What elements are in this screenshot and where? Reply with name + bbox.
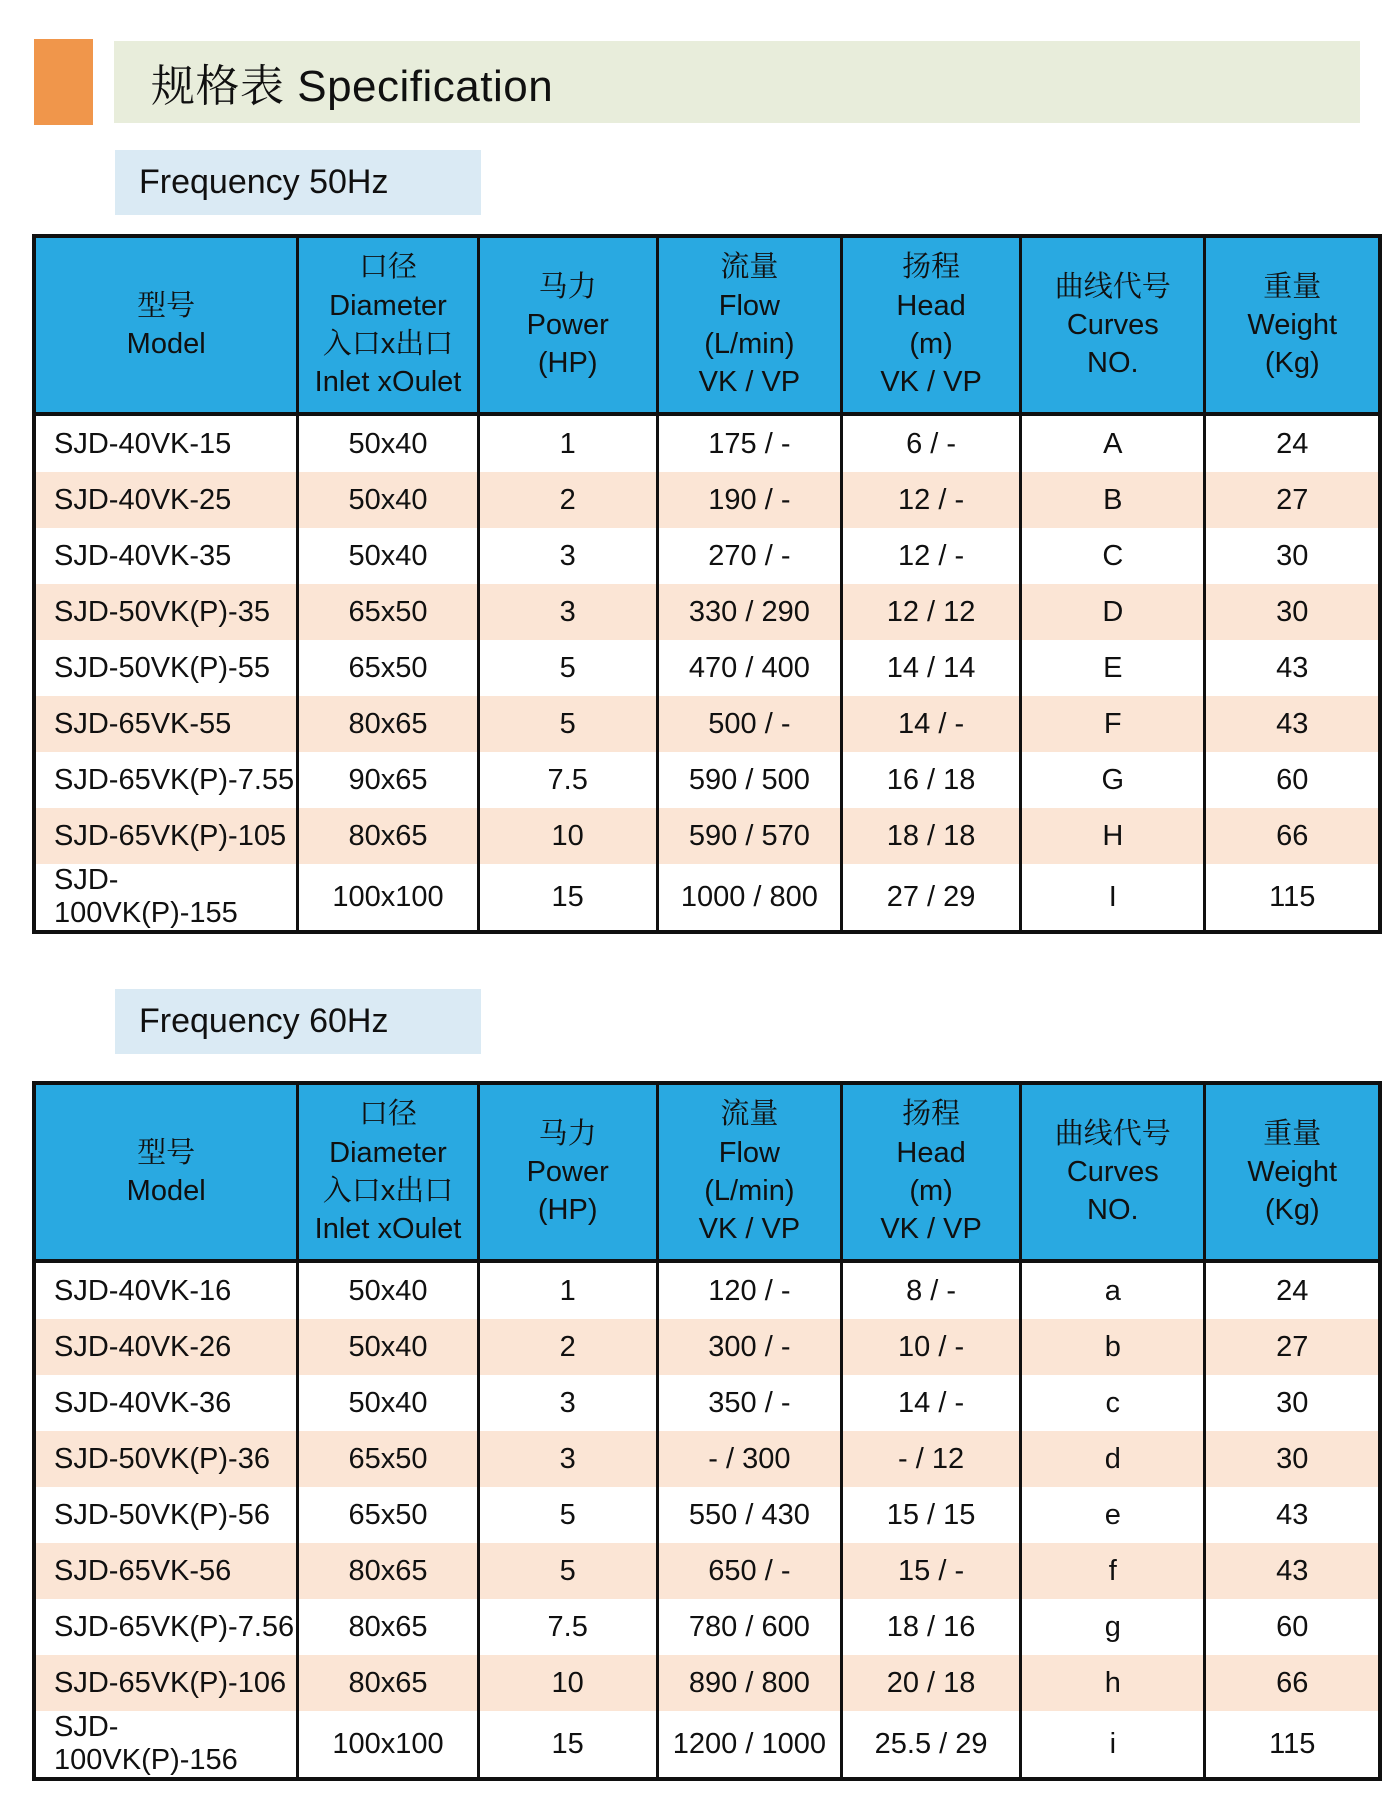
value-cell: 3 — [478, 1375, 657, 1431]
value-cell: 300 / - — [657, 1319, 841, 1375]
value-cell: 60 — [1205, 752, 1380, 808]
value-cell: 43 — [1205, 1487, 1380, 1543]
value-cell: 2 — [478, 472, 657, 528]
value-cell: 780 / 600 — [657, 1599, 841, 1655]
value-cell: 90x65 — [298, 752, 478, 808]
value-cell: 590 / 500 — [657, 752, 841, 808]
table-row — [34, 696, 1380, 752]
value-cell: 50x40 — [298, 1261, 478, 1319]
model-cell: SJD-50VK(P)-56 — [34, 1487, 298, 1543]
value-cell: e — [1021, 1487, 1205, 1543]
value-cell: h — [1021, 1655, 1205, 1711]
value-cell: 3 — [478, 584, 657, 640]
value-cell: 15 — [478, 864, 657, 932]
value-cell: 50x40 — [298, 472, 478, 528]
value-cell: 120 / - — [657, 1261, 841, 1319]
value-cell: 1200 / 1000 — [657, 1711, 841, 1779]
model-cell: SJD-100VK(P)-155 — [34, 864, 298, 932]
value-cell: f — [1021, 1543, 1205, 1599]
value-cell: 500 / - — [657, 696, 841, 752]
value-cell: 3 — [478, 1431, 657, 1487]
value-cell: 2 — [478, 1319, 657, 1375]
model-cell: SJD-65VK-55 — [34, 696, 298, 752]
table-row — [34, 414, 1380, 472]
value-cell: D — [1021, 584, 1205, 640]
value-cell: 12 / 12 — [842, 584, 1021, 640]
value-cell: 50x40 — [298, 1375, 478, 1431]
header-row — [34, 1083, 1380, 1261]
column-header-4: 流量 Flow (L/min) VK / VP — [657, 236, 841, 414]
column-header-5: 扬程 Head (m) VK / VP — [842, 236, 1021, 414]
value-cell: 14 / - — [842, 1375, 1021, 1431]
value-cell: H — [1021, 808, 1205, 864]
value-cell: 5 — [478, 640, 657, 696]
value-cell: 65x50 — [298, 1431, 478, 1487]
value-cell: 1 — [478, 1261, 657, 1319]
value-cell: 175 / - — [657, 414, 841, 472]
value-cell: 16 / 18 — [842, 752, 1021, 808]
value-cell: 10 — [478, 808, 657, 864]
column-header-6: 曲线代号 Curves NO. — [1021, 236, 1205, 414]
value-cell: 65x50 — [298, 640, 478, 696]
accent-square — [34, 39, 93, 125]
value-cell: 100x100 — [298, 864, 478, 932]
value-cell: 115 — [1205, 864, 1380, 932]
header-row — [34, 236, 1380, 414]
value-cell: 50x40 — [298, 414, 478, 472]
table-row — [34, 1431, 1380, 1487]
model-cell: SJD-40VK-15 — [34, 414, 298, 472]
value-cell: G — [1021, 752, 1205, 808]
model-cell: SJD-40VK-36 — [34, 1375, 298, 1431]
value-cell: C — [1021, 528, 1205, 584]
column-header-7: 重量 Weight (Kg) — [1205, 1083, 1380, 1261]
value-cell: 43 — [1205, 640, 1380, 696]
value-cell: 60 — [1205, 1599, 1380, 1655]
value-cell: 50x40 — [298, 528, 478, 584]
model-cell: SJD-50VK(P)-55 — [34, 640, 298, 696]
value-cell: 80x65 — [298, 1599, 478, 1655]
value-cell: 650 / - — [657, 1543, 841, 1599]
value-cell: 7.5 — [478, 1599, 657, 1655]
column-header-4: 流量 Flow (L/min) VK / VP — [657, 1083, 841, 1261]
table-row — [34, 864, 1380, 932]
value-cell: 66 — [1205, 1655, 1380, 1711]
value-cell: 7.5 — [478, 752, 657, 808]
value-cell: b — [1021, 1319, 1205, 1375]
value-cell: 50x40 — [298, 1319, 478, 1375]
value-cell: 24 — [1205, 414, 1380, 472]
table-row — [34, 752, 1380, 808]
value-cell: 330 / 290 — [657, 584, 841, 640]
model-cell: SJD-40VK-35 — [34, 528, 298, 584]
model-cell: SJD-40VK-26 — [34, 1319, 298, 1375]
spec-table-50hz — [32, 234, 1382, 934]
model-cell: SJD-50VK(P)-36 — [34, 1431, 298, 1487]
model-cell: SJD-65VK(P)-7.56 — [34, 1599, 298, 1655]
value-cell: 66 — [1205, 808, 1380, 864]
table-row — [34, 640, 1380, 696]
column-header-3: 马力 Power (HP) — [478, 1083, 657, 1261]
column-header-2: 口径 Diameter 入口x出口 Inlet xOulet — [298, 1083, 478, 1261]
table-row — [34, 528, 1380, 584]
model-cell: SJD-65VK(P)-7.55 — [34, 752, 298, 808]
table-row — [34, 1319, 1380, 1375]
value-cell: 190 / - — [657, 472, 841, 528]
frequency-60hz-section — [0, 989, 1388, 1781]
value-cell: 5 — [478, 1487, 657, 1543]
title-bar — [114, 41, 1360, 123]
page-title: 规格表 Specification — [151, 62, 554, 111]
value-cell: g — [1021, 1599, 1205, 1655]
value-cell: 30 — [1205, 1375, 1380, 1431]
column-header-1: 型号 Model — [34, 1083, 298, 1261]
value-cell: 115 — [1205, 1711, 1380, 1779]
value-cell: 65x50 — [298, 584, 478, 640]
model-cell: SJD-65VK(P)-106 — [34, 1655, 298, 1711]
value-cell: 43 — [1205, 1543, 1380, 1599]
table-row — [34, 1375, 1380, 1431]
value-cell: 43 — [1205, 696, 1380, 752]
frequency-50hz-label: Frequency 50Hz — [115, 150, 481, 215]
value-cell: 65x50 — [298, 1487, 478, 1543]
column-header-3: 马力 Power (HP) — [478, 236, 657, 414]
value-cell: 590 / 570 — [657, 808, 841, 864]
value-cell: 27 — [1205, 1319, 1380, 1375]
table-row — [34, 808, 1380, 864]
spec-table-60hz — [32, 1081, 1382, 1781]
value-cell: 80x65 — [298, 1543, 478, 1599]
value-cell: 80x65 — [298, 808, 478, 864]
table-row — [34, 1487, 1380, 1543]
page-header — [34, 0, 1388, 125]
value-cell: 15 / 15 — [842, 1487, 1021, 1543]
table-row — [34, 1261, 1380, 1319]
value-cell: 30 — [1205, 584, 1380, 640]
value-cell: 30 — [1205, 528, 1380, 584]
value-cell: 27 — [1205, 472, 1380, 528]
frequency-60hz-label: Frequency 60Hz — [115, 989, 481, 1054]
model-cell: SJD-50VK(P)-35 — [34, 584, 298, 640]
value-cell: 8 / - — [842, 1261, 1021, 1319]
value-cell: - / 12 — [842, 1431, 1021, 1487]
value-cell: 890 / 800 — [657, 1655, 841, 1711]
value-cell: 25.5 / 29 — [842, 1711, 1021, 1779]
value-cell: E — [1021, 640, 1205, 696]
table-row — [34, 1711, 1380, 1779]
frequency-50hz-section — [0, 150, 1388, 934]
value-cell: 6 / - — [842, 414, 1021, 472]
value-cell: B — [1021, 472, 1205, 528]
column-header-2: 口径 Diameter 入口x出口 Inlet xOulet — [298, 236, 478, 414]
value-cell: 10 / - — [842, 1319, 1021, 1375]
value-cell: 30 — [1205, 1431, 1380, 1487]
value-cell: 15 — [478, 1711, 657, 1779]
table-row — [34, 1599, 1380, 1655]
value-cell: 100x100 — [298, 1711, 478, 1779]
model-cell: SJD-40VK-16 — [34, 1261, 298, 1319]
value-cell: 270 / - — [657, 528, 841, 584]
column-header-6: 曲线代号 Curves NO. — [1021, 1083, 1205, 1261]
value-cell: I — [1021, 864, 1205, 932]
value-cell: 3 — [478, 528, 657, 584]
value-cell: - / 300 — [657, 1431, 841, 1487]
value-cell: 10 — [478, 1655, 657, 1711]
value-cell: 15 / - — [842, 1543, 1021, 1599]
value-cell: 550 / 430 — [657, 1487, 841, 1543]
value-cell: 18 / 16 — [842, 1599, 1021, 1655]
value-cell: 14 / - — [842, 696, 1021, 752]
value-cell: 5 — [478, 1543, 657, 1599]
model-cell: SJD-65VK(P)-105 — [34, 808, 298, 864]
model-cell: SJD-100VK(P)-156 — [34, 1711, 298, 1779]
value-cell: A — [1021, 414, 1205, 472]
value-cell: i — [1021, 1711, 1205, 1779]
value-cell: 470 / 400 — [657, 640, 841, 696]
table-row — [34, 472, 1380, 528]
value-cell: d — [1021, 1431, 1205, 1487]
value-cell: 350 / - — [657, 1375, 841, 1431]
table-row — [34, 1543, 1380, 1599]
model-cell: SJD-40VK-25 — [34, 472, 298, 528]
table-row — [34, 1655, 1380, 1711]
value-cell: c — [1021, 1375, 1205, 1431]
value-cell: 12 / - — [842, 472, 1021, 528]
value-cell: 24 — [1205, 1261, 1380, 1319]
value-cell: 12 / - — [842, 528, 1021, 584]
value-cell: 80x65 — [298, 696, 478, 752]
column-header-7: 重量 Weight (Kg) — [1205, 236, 1380, 414]
column-header-5: 扬程 Head (m) VK / VP — [842, 1083, 1021, 1261]
value-cell: 14 / 14 — [842, 640, 1021, 696]
value-cell: 5 — [478, 696, 657, 752]
value-cell: 18 / 18 — [842, 808, 1021, 864]
column-header-1: 型号 Model — [34, 236, 298, 414]
model-cell: SJD-65VK-56 — [34, 1543, 298, 1599]
value-cell: 1000 / 800 — [657, 864, 841, 932]
value-cell: 80x65 — [298, 1655, 478, 1711]
table-row — [34, 584, 1380, 640]
value-cell: F — [1021, 696, 1205, 752]
value-cell: 27 / 29 — [842, 864, 1021, 932]
value-cell: 20 / 18 — [842, 1655, 1021, 1711]
value-cell: 1 — [478, 414, 657, 472]
value-cell: a — [1021, 1261, 1205, 1319]
